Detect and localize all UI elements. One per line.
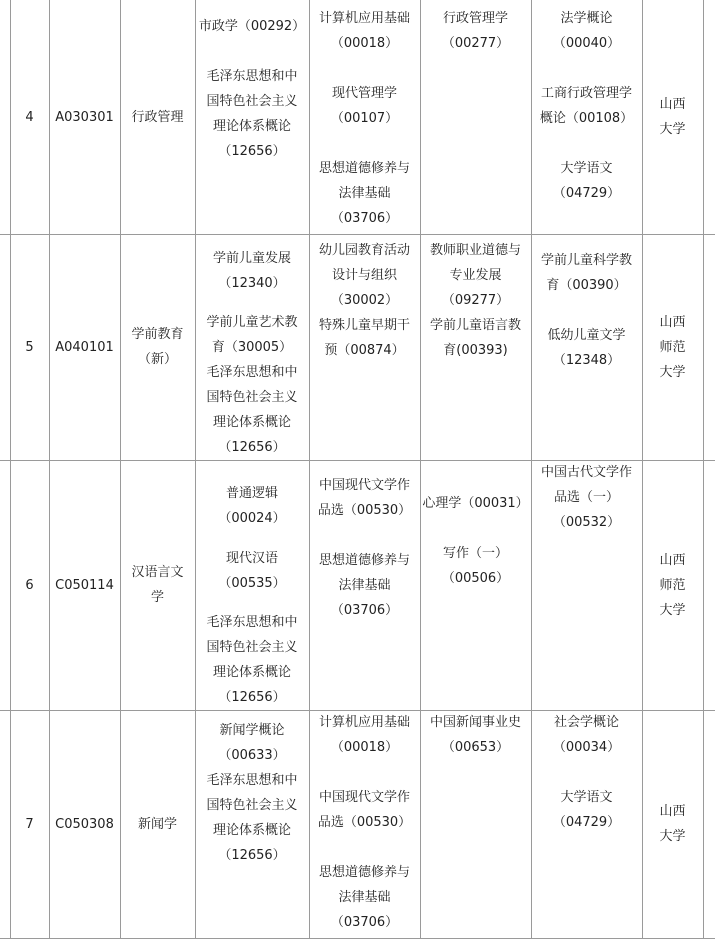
cell-line: 学 xyxy=(150,590,164,605)
cell-line: 法律基础 xyxy=(338,578,391,593)
cell-line: 品选（00530） xyxy=(317,815,412,830)
cell-line: 设计与组织 xyxy=(331,268,397,283)
cell-line: 计算机应用基础 xyxy=(318,715,410,730)
course-cell-1 xyxy=(195,710,309,938)
cell-line: 学前儿童语言教 xyxy=(429,318,521,333)
course-cell-1 xyxy=(195,0,309,234)
table-column-border xyxy=(703,0,704,939)
course-cell-3 xyxy=(420,0,531,234)
course-cell-1 xyxy=(195,234,309,460)
cell-line: （00633） xyxy=(218,748,286,763)
cell-line: （09277） xyxy=(441,293,510,308)
cell-line: 大学语文 xyxy=(560,161,613,176)
school-cell xyxy=(642,234,703,460)
cell-line: 普通逻辑 xyxy=(225,486,278,501)
cell-line: 毛泽东思想和中 xyxy=(206,773,298,788)
cell-line: 大学语文 xyxy=(560,790,613,805)
cell-line: （00018） xyxy=(330,36,399,51)
cell-line: 山西 xyxy=(659,552,686,568)
cell-line: C050308 xyxy=(55,816,114,832)
cell-line: 专业发展 xyxy=(449,268,502,283)
cell-line: 法律基础 xyxy=(338,186,391,201)
course-cell-2 xyxy=(309,460,420,710)
cell-line: A040101 xyxy=(55,339,114,355)
cell-line: 育（00390） xyxy=(546,278,627,293)
cell-line: 低幼儿童文学 xyxy=(547,328,626,343)
cell-line: 5 xyxy=(25,339,34,355)
cell-line: 写作（一） xyxy=(442,546,508,561)
cell-line: 国特色社会主义 xyxy=(206,798,298,813)
row-number-cell xyxy=(10,234,49,460)
row-number-cell xyxy=(10,710,49,938)
row-number-cell xyxy=(10,460,49,710)
cell-line: （00040） xyxy=(552,36,621,51)
cell-line: （12656） xyxy=(218,690,286,705)
cell-line: 师范 xyxy=(659,339,686,355)
course-cell-4 xyxy=(531,710,642,938)
cell-line: 7 xyxy=(25,816,34,832)
cell-line: 大学 xyxy=(659,122,686,137)
cell-line: 学前儿童科学教 xyxy=(540,253,632,268)
cell-line: 国特色社会主义 xyxy=(206,640,298,655)
cell-line: 4 xyxy=(25,109,34,125)
course-cell-4 xyxy=(531,234,642,460)
cell-line: 国特色社会主义 xyxy=(206,390,298,405)
cell-line: 行政管理 xyxy=(131,109,184,125)
cell-line: （03706） xyxy=(330,603,399,618)
cell-line: 理论体系概论 xyxy=(212,665,291,680)
cell-line: 大学 xyxy=(659,602,686,618)
major-name-cell xyxy=(120,0,195,234)
cell-line: （04729） xyxy=(552,186,621,201)
cell-line: 行政管理学 xyxy=(442,11,508,26)
cell-line: （00506） xyxy=(441,571,510,586)
cell-line: 新闻学 xyxy=(137,816,177,832)
cell-line: 大学 xyxy=(659,829,686,844)
cell-line: 学前儿童艺术教 xyxy=(206,315,298,330)
course-cell-2 xyxy=(309,234,420,460)
course-cell-1 xyxy=(195,460,309,710)
cell-line: 中国现代文学作 xyxy=(318,790,410,805)
major-code-cell xyxy=(49,0,120,234)
school-cell xyxy=(642,460,703,710)
cell-line: 思想道德修养与 xyxy=(318,865,410,880)
cell-line: 毛泽东思想和中 xyxy=(206,615,298,630)
major-code-cell xyxy=(49,234,120,460)
cell-line: 法学概论 xyxy=(560,11,613,26)
course-cell-3 xyxy=(420,710,531,938)
cell-line: 中国新闻事业史 xyxy=(429,715,521,730)
course-cell-3 xyxy=(420,460,531,710)
cell-line: 山西 xyxy=(659,804,686,819)
cell-line: 工商行政管理学 xyxy=(540,86,632,101)
major-name-cell xyxy=(120,234,195,460)
cell-line: （12656） xyxy=(218,144,286,159)
cell-line: （03706） xyxy=(330,915,399,930)
cell-line: 社会学概论 xyxy=(553,715,619,730)
cell-line: （新） xyxy=(137,352,177,367)
cell-line: 山西 xyxy=(659,97,686,112)
major-name-cell xyxy=(120,710,195,938)
major-code-cell xyxy=(49,710,120,938)
cell-line: 思想道德修养与 xyxy=(318,553,410,568)
school-cell xyxy=(642,710,703,938)
cell-line: （00653） xyxy=(441,740,510,755)
cell-line: C050114 xyxy=(55,577,114,593)
cell-line: （00535） xyxy=(218,575,286,591)
major-name-cell xyxy=(120,460,195,710)
major-code-cell xyxy=(49,460,120,710)
table-row-border xyxy=(0,938,715,939)
cell-line: 中国现代文学作 xyxy=(318,478,410,493)
cell-line: 理论体系概论 xyxy=(212,119,291,134)
cell-line: （00277） xyxy=(441,36,510,51)
cell-line: （04729） xyxy=(552,815,621,830)
cell-line: 幼儿园教育活动 xyxy=(318,243,410,258)
cell-line: （00107） xyxy=(330,111,399,126)
cell-line: （00532） xyxy=(552,515,621,530)
cell-line: 师范 xyxy=(659,577,686,593)
cell-line: 国特色社会主义 xyxy=(206,94,298,109)
cell-line: 市政学（00292） xyxy=(198,19,306,34)
cell-line: 学前教育 xyxy=(131,327,184,342)
cell-line: A030301 xyxy=(55,109,114,125)
cell-line: 大学 xyxy=(659,364,686,380)
cell-line: 6 xyxy=(25,577,34,593)
cell-line: （00018） xyxy=(330,740,399,755)
course-cell-4 xyxy=(531,460,642,710)
cell-line: 概论（00108） xyxy=(539,111,634,126)
cell-line: 心理学（00031） xyxy=(422,496,529,511)
cell-line: 毛泽东思想和中 xyxy=(206,69,298,84)
cell-line: 学前儿童发展 xyxy=(212,251,291,266)
cell-line: 预（00874） xyxy=(324,343,405,358)
row-number-cell xyxy=(10,0,49,234)
cell-line: （00034） xyxy=(552,740,621,755)
cell-line: 品选（00530） xyxy=(317,503,412,518)
cell-line: （12340） xyxy=(218,276,286,291)
cell-line: 育（30005） xyxy=(211,340,293,355)
cell-line: 计算机应用基础 xyxy=(318,11,410,26)
cell-line: 教师职业道德与 xyxy=(429,243,521,258)
cell-line: 山西 xyxy=(659,314,686,330)
school-cell xyxy=(642,0,703,234)
cell-line: （03706） xyxy=(330,211,399,226)
cell-line: （12656） xyxy=(218,440,286,455)
cell-line: 新闻学概论 xyxy=(219,723,285,738)
cell-line: （12656） xyxy=(218,848,286,863)
course-cell-3 xyxy=(420,234,531,460)
course-cell-2 xyxy=(309,0,420,234)
course-cell-2 xyxy=(309,710,420,938)
cell-line: （30002） xyxy=(330,293,399,308)
cell-line: 思想道德修养与 xyxy=(318,161,410,176)
cell-line: （00024） xyxy=(218,511,286,526)
cell-line: 理论体系概论 xyxy=(212,823,291,838)
cell-line: 现代管理学 xyxy=(331,86,397,101)
cell-line: 特殊儿童早期干 xyxy=(318,318,410,333)
cell-line: 品选（一） xyxy=(553,490,619,505)
cell-line: 中国古代文学作 xyxy=(540,465,632,480)
cell-line: 法律基础 xyxy=(338,890,391,905)
course-cell-4 xyxy=(531,0,642,234)
cell-line: 毛泽东思想和中 xyxy=(206,365,298,380)
cell-line: （12348） xyxy=(552,353,621,368)
cell-line: 育(00393) xyxy=(443,343,508,358)
cell-line: 理论体系概论 xyxy=(212,415,291,430)
cell-line: 现代汉语 xyxy=(225,550,278,566)
cell-line: 汉语言文 xyxy=(131,565,184,580)
